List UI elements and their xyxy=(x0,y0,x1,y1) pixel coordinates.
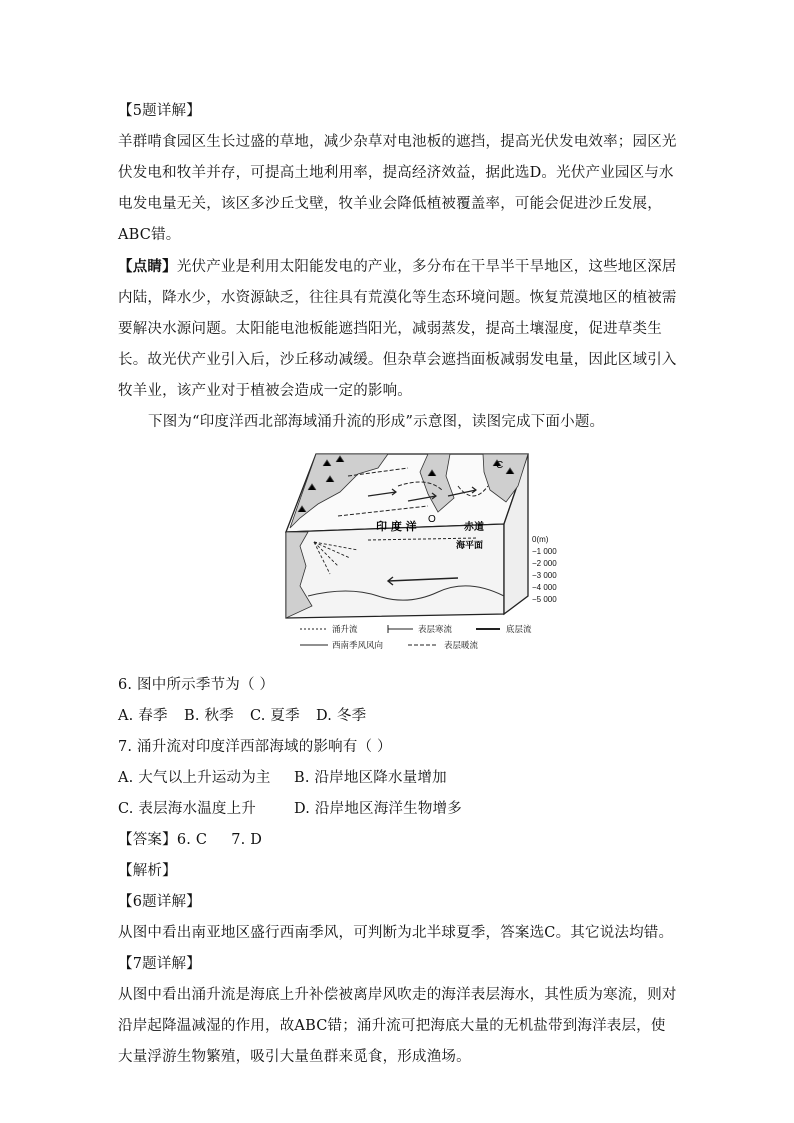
dianjing-body: 光伏产业是利用太阳能发电的产业，多分布在干旱半干旱地区，这些地区深居内陆，降水少，水资源缺乏，往往具有荒漠化等生态环境问题。恢复荒漠地区的植被需要解决水源问题。太阳能电池板能遮挡阳光，减弱蒸发，提高土壤湿度，促进草类生长。故光伏产业引入后，沙丘移动减缓。但杂草会遮挡面板减弱发电量，因此区域引入牧羊业，该产业对于植被会造成一定的影响。 xyxy=(118,259,677,399)
depth-label: −4 000 xyxy=(532,583,557,592)
answer-line xyxy=(118,825,678,856)
depth-label: 0(m) xyxy=(532,535,549,544)
legend-surface-warm: 表层暖流 xyxy=(444,641,479,651)
label-ocean: 印 度 洋 xyxy=(376,520,417,533)
q7-option-b: B. 沿岸地区降水量增加 xyxy=(294,770,447,786)
q7-option-d: D. 沿岸地区海洋生物增多 xyxy=(294,801,462,817)
q7-option-a: A. 大气以上升运动为主 xyxy=(118,770,271,786)
dianjing-paragraph xyxy=(118,251,678,407)
figure-intro: 下图为“印度洋西北部海域涌升流的形成”示意图，读图完成下面小题。 xyxy=(148,414,605,430)
question-6-options xyxy=(118,701,678,732)
legend-bottom: 底层流 xyxy=(506,625,532,635)
q7-option-c: C. 表层海水温度上升 xyxy=(118,801,256,817)
upwelling-diagram xyxy=(278,446,578,664)
answer-label: 【答案】 xyxy=(118,832,177,848)
label-sea-level: 海平面 xyxy=(456,541,484,551)
section-6-body: 从图中看出南亚地区盛行西南季风，可判断为北半球夏季，答案选C。其它说法均错。 xyxy=(118,925,674,941)
legend-surface-cold: 表层寒流 xyxy=(418,625,453,635)
q6-option-b: B. 秋季 xyxy=(184,708,234,724)
q6-option-c: C. 夏季 xyxy=(250,708,300,724)
analysis-heading: 【解析】 xyxy=(118,863,177,879)
dianjing-label: 【点睛】 xyxy=(118,258,177,275)
q6-option-a: A. 春季 xyxy=(118,708,168,724)
upwelling-diagram-svg xyxy=(278,446,578,664)
section-7-heading: 【7题详解】 xyxy=(118,956,201,972)
section-5-heading: 【5题详解】 xyxy=(118,103,201,119)
depth-label: −5 000 xyxy=(532,595,557,604)
question-6-stem: 6. 图中所示季节为（ ） xyxy=(118,677,275,693)
section-5-body: 羊群啃食园区生长过盛的草地，减少杂草对电池板的遮挡，提高光伏发电效率；园区光伏发电和牧羊并存，可提高土地利用率，提高经济效益，据此选D。光伏产业园区与水电发电量无关，该区多沙丘戈壁，牧羊业会降低植被覆盖率，可能会促进沙丘发展，ABC错。 xyxy=(118,134,677,243)
depth-label: −3 000 xyxy=(532,571,557,580)
label-c: C xyxy=(496,460,504,471)
question-7-options-row2 xyxy=(118,794,678,825)
section-6-heading: 【6题详解】 xyxy=(118,894,201,910)
depth-label: −2 000 xyxy=(532,559,557,568)
question-7-options-row1 xyxy=(118,763,678,794)
legend-upwelling: 涌升流 xyxy=(332,625,358,635)
q6-option-d: D. 冬季 xyxy=(316,708,367,724)
label-equator: 赤道 xyxy=(464,522,484,533)
depth-label: −1 000 xyxy=(532,547,557,556)
document-page xyxy=(118,96,678,1073)
label-o: O xyxy=(428,514,436,525)
answer-text: 6. C 7. D xyxy=(176,832,263,848)
section-7-body: 从图中看出涌升流是海底上升补偿被离岸风吹走的海洋表层海水，其性质为寒流，则对沿岸起降温减湿的作用，故ABC错；涌升流可把海底大量的无机盐带到海洋表层，使大量浮游生物繁殖，吸引大量鱼群来觅食，形成渔场。 xyxy=(118,987,677,1065)
question-7-stem: 7. 涌升流对印度洋西部海域的影响有（ ） xyxy=(118,739,392,755)
legend-monsoon: 西南季风风向 xyxy=(332,641,384,651)
